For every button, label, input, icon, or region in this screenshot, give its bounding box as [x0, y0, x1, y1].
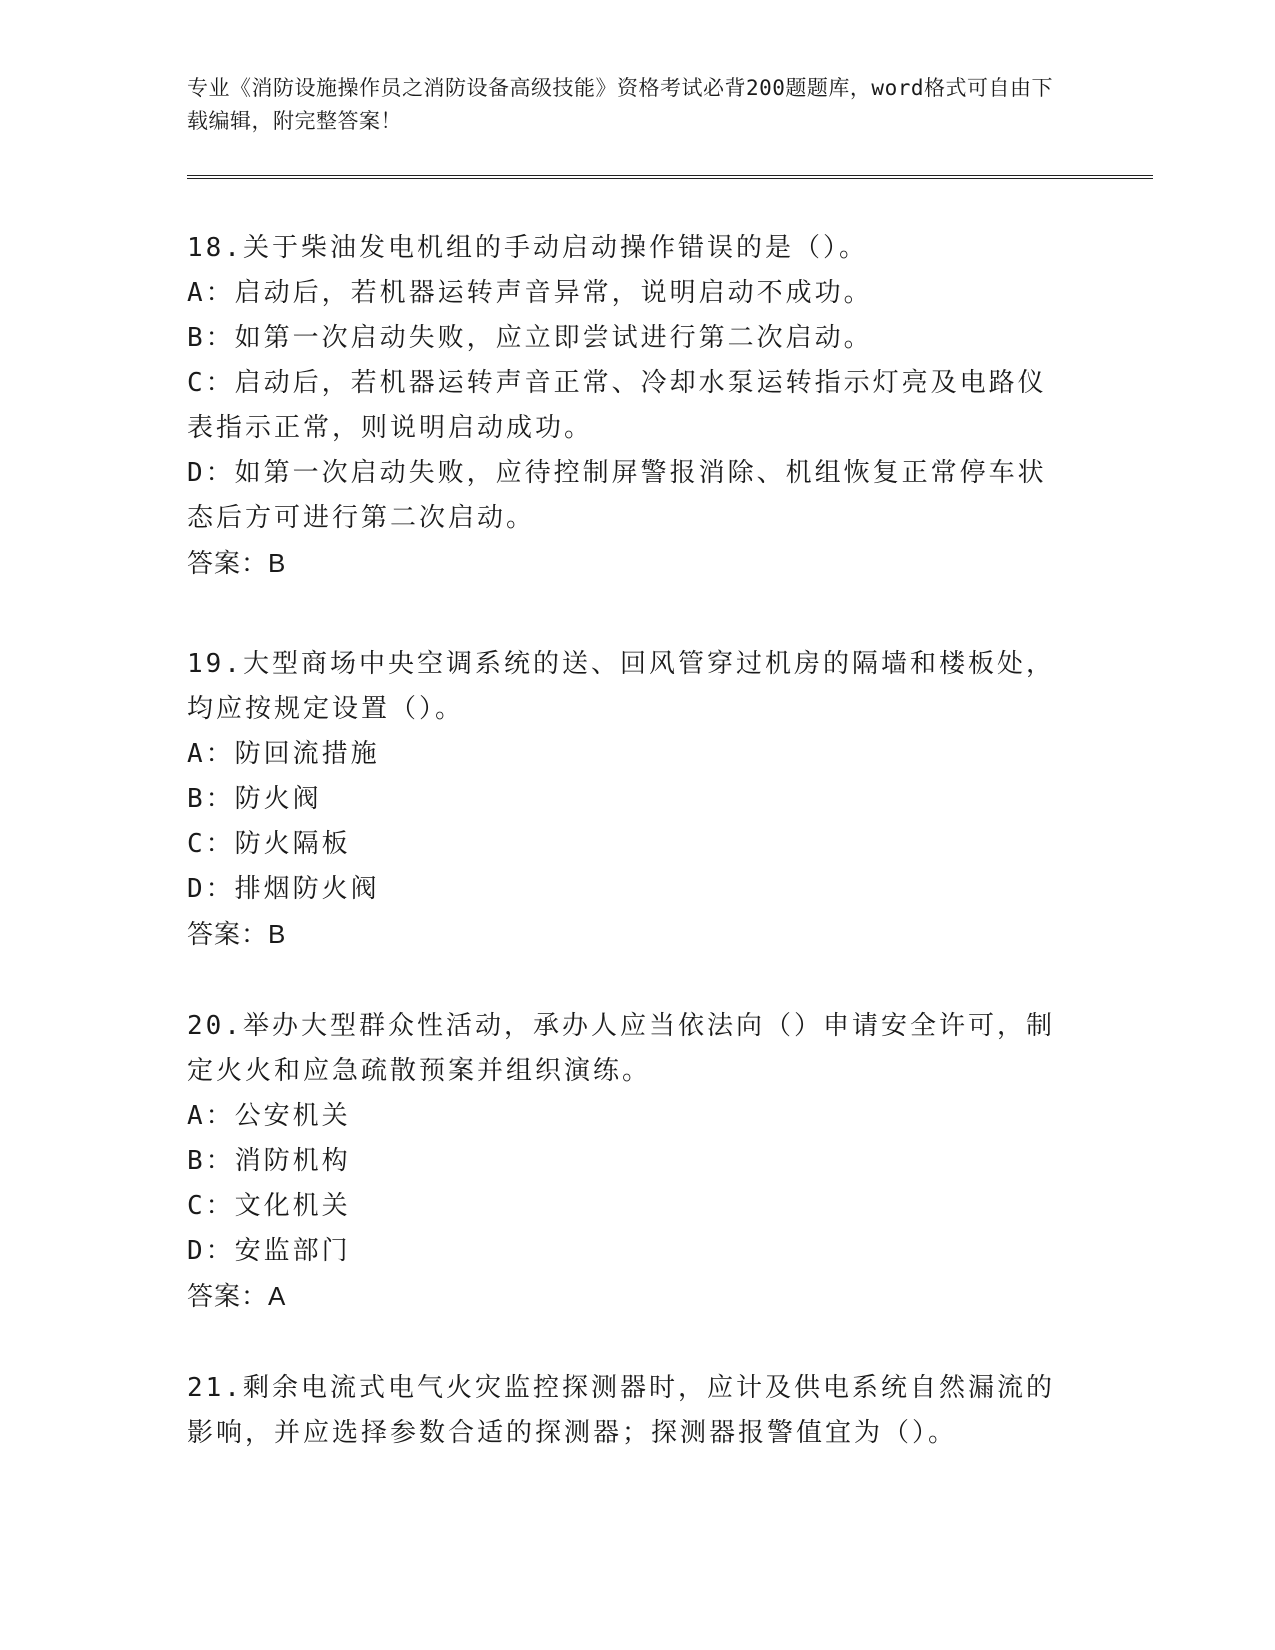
- option-b: B：如第一次启动失败，应立即尝试进行第二次启动。: [187, 323, 873, 353]
- option-b: B：消防机构: [187, 1146, 351, 1176]
- question-19: [187, 642, 1067, 957]
- question-stem: 20.举办大型群众性活动，承办人应当依法向（）申请安全许可，制定火火和应急疏散预案并组织演练。: [187, 1011, 1055, 1086]
- question-stem: 21.剩余电流式电气火灾监控探测器时，应计及供电系统自然漏流的影响，并应选择参数合适的探测器；探测器报警值宜为（）。: [187, 1373, 1055, 1448]
- option-d: D：如第一次启动失败，应待控制屏警报消除、机组恢复正常停车状态后方可进行第二次启动。: [187, 458, 1047, 533]
- option-c: C：防火隔板: [187, 829, 351, 859]
- option-d: D：安监部门: [187, 1236, 351, 1266]
- question-stem: 18.关于柴油发电机组的手动启动操作错误的是（）。: [187, 233, 868, 263]
- option-c: C：文化机关: [187, 1191, 351, 1221]
- header-divider: [187, 175, 1153, 179]
- question-21: [187, 1366, 1067, 1456]
- answer-line: 答案：B: [187, 548, 287, 578]
- answer-line: 答案：B: [187, 919, 287, 949]
- option-a: A：公安机关: [187, 1101, 351, 1131]
- option-a: A：防回流措施: [187, 739, 380, 769]
- option-d: D：排烟防火阀: [187, 874, 380, 904]
- option-b: B：防火阀: [187, 784, 322, 814]
- document-header: 专业《消防设施操作员之消防设备高级技能》资格考试必背200题题库，word格式可自由下载编辑，附完整答案！: [187, 76, 1053, 133]
- answer-line: 答案：A: [187, 1281, 287, 1311]
- question-18: [187, 226, 1067, 586]
- question-stem: 19.大型商场中央空调系统的送、回风管穿过机房的隔墙和楼板处，均应按规定设置（）。: [187, 649, 1055, 724]
- option-c: C：启动后，若机器运转声音正常、冷却水泵运转指示灯亮及电路仪表指示正常，则说明启动成功。: [187, 368, 1047, 443]
- question-20: [187, 1004, 1067, 1319]
- option-a: A：启动后，若机器运转声音异常，说明启动不成功。: [187, 278, 873, 308]
